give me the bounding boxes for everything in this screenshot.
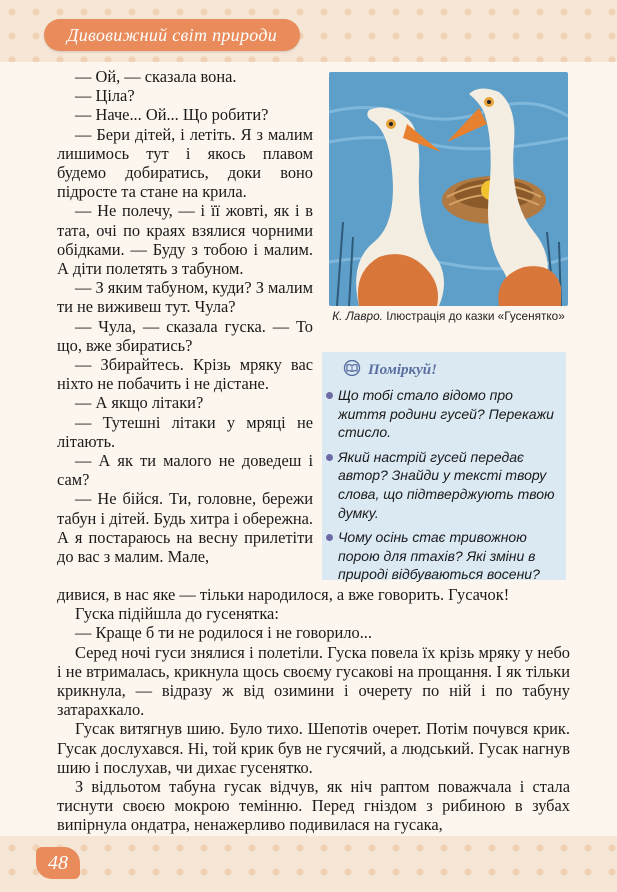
question-item [326, 386, 558, 442]
think-box-title: Поміркуй! [368, 361, 437, 378]
paragraph: — Тутешні літаки у мряці не літають. [57, 412, 313, 451]
paragraph: — Збирайтесь. Крізь мряку вас ніхто не побачить і не дістане. [57, 355, 313, 394]
bullet-icon [326, 392, 333, 399]
think-box [322, 352, 566, 583]
caption-text: Ілюстрація до казки «Гусенятко» [386, 309, 565, 323]
question-item [326, 528, 558, 584]
paragraph: — А якщо літаки? [75, 393, 204, 413]
paragraph: Гусак витягнув шию. Було тихо. Шепотів очерет. Потім почувся крик. Гусак дослухався. Ні, той крик був не гусячий, а людський. Гусак нагнув шию і послухав, чи дихає гусенятко. [57, 719, 570, 777]
paragraph: — Наче... Ой... Що робити? [75, 105, 269, 125]
left-text-column [57, 67, 313, 566]
question-list [326, 386, 558, 590]
paragraph: Серед ночі гуси знялися і полетіли. Гуска повела їх крізь мряку у небо і не втрималась, крикнула щось своєму гусакові на прощання. І як тільки крикнула, — відразу ж від озимини і очерету по ній і по табуну затарахкало. [57, 642, 570, 720]
paragraph: — Бери дітей, і летіть. Я з малим лишимось тут і якось плавом будемо добиратись, доки воно підросте та стане на крила. [57, 124, 313, 202]
question-text: Що тобі стало відомо про життя родини гусей? Перекажи стисло. [338, 387, 554, 441]
geese-illustration [329, 72, 568, 306]
bullet-icon [326, 534, 333, 541]
book-icon [342, 360, 362, 381]
paragraph: — З яким табуном, куди? З малим ти не виживеш тут. Чула? [57, 278, 313, 317]
think-box-header [342, 360, 437, 380]
paragraph: — Краще б ти не родилося і не говорило... [75, 623, 372, 643]
paragraph: — Чула, — сказала гуска. — То що, вже збиратись? [57, 316, 313, 355]
paragraph: — Не бійся. Ти, головне, бережи табун і дітей. Будь хитра і обережна. А я постараюсь на весну прилетіти до вас з малим. Мале, [57, 489, 313, 567]
paragraph: — А як ти малого не доведеш і сам? [57, 451, 313, 490]
page-number: 48 [36, 847, 80, 879]
paragraph: — Ціла? [75, 86, 135, 106]
question-item [326, 448, 558, 522]
illustration-caption [329, 309, 568, 324]
paragraph: — Ой, — сказала вона. [75, 67, 237, 86]
bottom-decor-strip [0, 836, 617, 892]
chapter-header [44, 19, 300, 51]
full-width-text [57, 585, 570, 835]
chapter-title: Дивовижний світ природи [66, 24, 278, 45]
question-text: Чому осінь стає тривожною порою для птахів? Які зміни в природі відбуваються восени? [338, 529, 540, 583]
paragraph: З відльотом табуна гусак відчув, як ніч раптом поважчала і стала тиснути своєю мокрою темінню. Перед гніздом з рибиною в зубах випірнула ондатра, ненажерливо подивилася на гусака, [57, 777, 570, 835]
bullet-icon [326, 454, 333, 461]
paragraph: — Не полечу, — і її жовті, як і в тата, очі по краях взялися чорними обідками. — Буду з тобою і малим. А діти полетять з табуном. [57, 201, 313, 279]
paragraph: Гуска підійшла до гусенятка: [75, 604, 279, 624]
caption-author: К. Лавро. [332, 309, 383, 323]
question-text: Який настрій гусей передає автор? Знайди у тексті твору слова, що підтверджують твою думку. [338, 448, 555, 521]
paragraph: дивися, в нас яке — тільки народилося, а вже говорить. Гусачок! [57, 585, 510, 604]
